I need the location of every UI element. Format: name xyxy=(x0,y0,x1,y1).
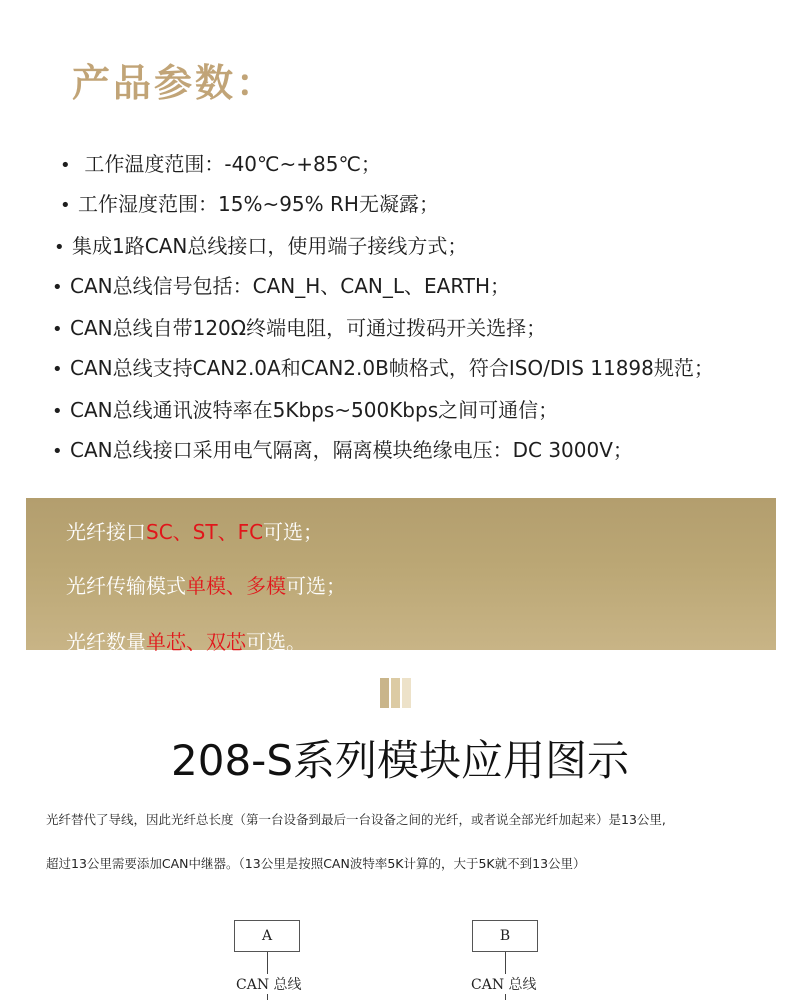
banner-text: 光纤接口 xyxy=(66,520,146,544)
stripe xyxy=(402,678,411,708)
stripe xyxy=(391,678,400,708)
bullet: • xyxy=(52,277,63,298)
param-item xyxy=(52,438,633,464)
note-line-2: 超过13公里需要添加CAN中继器。（13公里是按照CAN波特率5K计算的，大于5K就不到13公里） xyxy=(46,856,586,871)
param-item xyxy=(52,274,510,300)
bullet: • xyxy=(52,441,63,462)
stripe xyxy=(380,678,389,708)
param-text: CAN总线支持CAN2.0A和CAN2.0B帧格式，符合ISO/DIS 11898规范； xyxy=(70,356,714,380)
node-a: A xyxy=(234,920,300,952)
param-text: CAN总线信号包括：CAN_H、CAN_L、EARTH； xyxy=(70,274,511,298)
param-text: 集成1路CAN总线接口，使用端子接线方式； xyxy=(72,234,468,258)
param-item xyxy=(54,234,467,260)
fiber-mode-line xyxy=(66,570,346,599)
bullet: • xyxy=(52,319,63,340)
can-bus-label: CAN 总线 xyxy=(234,974,304,994)
param-text: CAN总线接口采用电气隔离，隔离模块绝缘电压：DC 3000V； xyxy=(70,438,633,462)
banner-text: 光纤传输模式 xyxy=(66,574,186,598)
param-item xyxy=(52,398,558,424)
banner-text: 可选； xyxy=(263,520,324,544)
banner-text: 光纤数量 xyxy=(66,630,146,654)
fiber-count-line xyxy=(66,626,306,655)
param-text: 工作温度范围：-40℃~+85℃； xyxy=(84,152,381,176)
fiber-interface-line xyxy=(66,516,323,545)
param-text: 工作湿度范围：15%~95% RH无凝露； xyxy=(78,192,439,216)
banner-text: 可选； xyxy=(286,574,346,598)
param-item xyxy=(52,356,714,382)
can-bus-label: CAN 总线 xyxy=(469,974,539,994)
bullet: • xyxy=(52,401,63,422)
bullet: • xyxy=(54,237,65,258)
bullet: • xyxy=(60,195,71,216)
bullet: • xyxy=(52,359,63,380)
bullet: • xyxy=(60,155,71,176)
banner-highlight: SC、ST、FC xyxy=(146,520,264,544)
param-item xyxy=(52,316,546,342)
node-b: B xyxy=(472,920,538,952)
banner-text: 可选。 xyxy=(246,630,306,654)
decorative-stripes-icon xyxy=(380,678,420,708)
application-title: 208-S系列模块应用图示 xyxy=(171,736,629,785)
fiber-options-banner xyxy=(26,498,776,654)
param-text: CAN总线自带120Ω终端电阻，可通过拨码开关选择； xyxy=(70,316,547,340)
banner-highlight: 单芯、双芯 xyxy=(146,630,246,654)
section-title: 产品参数： xyxy=(72,61,278,105)
param-item xyxy=(60,192,439,218)
banner-highlight: 单模、多模 xyxy=(186,574,286,598)
param-text: CAN总线通讯波特率在5Kbps~500Kbps之间可通信； xyxy=(70,398,559,422)
param-item xyxy=(60,152,381,178)
note-line-1: 光纤替代了导线，因此光纤总长度（第一台设备到最后一台设备之间的光纤，或者说全部光纤加起来）是13公里, xyxy=(46,812,666,827)
